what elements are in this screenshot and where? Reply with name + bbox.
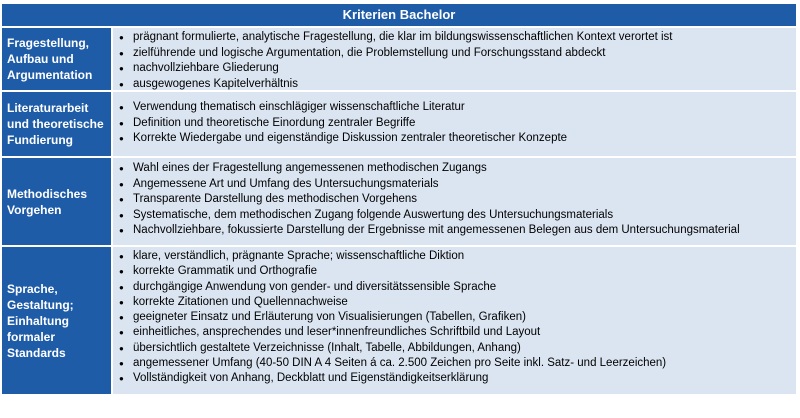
list-item-text: zielführende und logische Argumentation, die Problemstellung und Forschungsstand abdeckt: [133, 46, 606, 59]
criteria-row-methodisches-vorgehen: [2, 158, 796, 247]
list-item: [117, 310, 790, 325]
list-item: [117, 208, 790, 224]
row-content: [113, 158, 796, 245]
row-content: [113, 247, 796, 394]
list-item-text: Vollständigkeit von Anhang, Deckblatt und Eigenständigkeitserklärung: [133, 372, 489, 385]
row-content: [113, 92, 796, 156]
list-item-text: Angemessene Art und Umfang des Untersuchungsmaterials: [133, 177, 439, 190]
row-label-text: Methodisches Vorgehen: [7, 186, 88, 217]
list-item: [117, 371, 790, 386]
bullet-icon: ●: [119, 313, 124, 323]
list-item: [117, 264, 790, 279]
list-item: [117, 100, 790, 116]
list-item-text: Transparente Darstellung des methodischen Vorgehens: [133, 193, 418, 206]
bullet-icon: ●: [119, 226, 124, 236]
list-item-text: Wahl eines der Fragestellung angemessenen methodischen Zugangs: [133, 162, 487, 174]
list-item: [117, 77, 790, 93]
bullet-icon: ●: [119, 195, 124, 205]
row-label: [2, 247, 113, 394]
list-item-text: korrekte Zitationen und Quellennachweise: [133, 295, 348, 308]
bullet-icon: ●: [119, 267, 124, 277]
row-label: [2, 28, 113, 90]
list-item-text: ausgewogenes Kapitelverhältnis: [133, 77, 298, 90]
criteria-row-fragestellung: [2, 28, 796, 92]
bullet-icon: ●: [119, 118, 124, 128]
list-item-text: angemessener Umfang (40-50 DIN A 4 Seiten á ca. 2.500 Zeichen pro Seite inkl. Satz- und Leerzeichen): [133, 357, 667, 370]
bullet-icon: ●: [119, 282, 124, 292]
list-item-text: prägnant formulierte, analytische Fragestellung, die klar im bildungswissenschaftlichen Kontext verortet ist: [133, 31, 673, 43]
row-label-text: Literaturarbeit und theoretische Fundierung: [7, 101, 104, 147]
list-item: [117, 325, 790, 340]
bullet-icon: ●: [119, 210, 124, 220]
row-label-text: Sprache, Gestaltung; Einhaltung formaler Standards: [7, 281, 74, 360]
list-item: [117, 341, 790, 356]
list-item: [117, 356, 790, 371]
list-item: [117, 116, 790, 132]
bullet-icon: ●: [119, 374, 124, 384]
list-item: [117, 161, 790, 177]
list-item-text: korrekte Grammatik und Orthografie: [133, 265, 318, 278]
row-label-text: Fragestellung, Aufbau und Argumentation: [7, 36, 93, 82]
list-item-text: geeigneter Einsatz und Erläuterung von Visualisierungen (Tabellen, Grafiken): [133, 311, 526, 324]
list-item: [117, 46, 790, 62]
list-item: [117, 249, 790, 264]
bullet-icon: ●: [119, 79, 124, 89]
list-item: [117, 30, 790, 46]
criteria-list: [117, 249, 790, 387]
bullet-icon: ●: [119, 252, 124, 261]
list-item: [117, 295, 790, 310]
list-item: [117, 131, 790, 147]
list-item-text: klare, verständlich, prägnante Sprache; wissenschaftliche Diktion: [133, 250, 465, 262]
list-item: [117, 192, 790, 208]
list-item-text: Korrekte Wiedergabe und eigenständige Diskussion zentraler theoretischer Konzepte: [133, 132, 568, 145]
bullet-icon: ●: [119, 134, 124, 144]
list-item-text: Verwendung thematisch einschlägiger wissenschaftliche Literatur: [133, 101, 465, 113]
list-item-text: durchgängige Anwendung von gender- und diversitätssensible Sprache: [133, 280, 497, 293]
list-item-text: Nachvollziehbare, fokussierte Darstellung der Ergebnisse mit angemessenen Belegen aus dem Untersuchungsmaterial: [133, 224, 740, 237]
list-item: [117, 280, 790, 295]
list-item: [117, 177, 790, 193]
bullet-icon: ●: [119, 359, 124, 369]
bullet-icon: ●: [119, 103, 124, 112]
criteria-list: [117, 30, 790, 92]
criteria-row-literaturarbeit: [2, 92, 796, 158]
bullet-icon: ●: [119, 343, 124, 353]
criteria-table: [2, 4, 796, 414]
bullet-icon: ●: [119, 179, 124, 189]
bullet-icon: ●: [119, 297, 124, 307]
bullet-icon: ●: [119, 64, 124, 74]
table-title: Kriterien Bachelor: [2, 4, 796, 28]
bullet-icon: ●: [119, 33, 124, 42]
bullet-icon: ●: [119, 328, 124, 338]
row-content: [113, 28, 796, 90]
list-item-text: einheitliches, ansprechendes und leser*innenfreundliches Schriftbild und Layout: [133, 326, 541, 339]
list-item-text: Definition und theoretische Einordung zentraler Begriffe: [133, 116, 416, 129]
list-item-text: übersichtlich gestaltete Verzeichnisse (Inhalt, Tabelle, Abbildungen, Anhang): [133, 341, 521, 354]
list-item: [117, 223, 790, 239]
bullet-icon: ●: [119, 164, 124, 173]
criteria-row-sprache-gestaltung: [2, 247, 796, 394]
list-item-text: Systematische, dem methodischen Zugang folgende Auswertung des Untersuchungsmaterials: [133, 208, 614, 221]
list-item-text: nachvollziehbare Gliederung: [133, 62, 279, 75]
list-item: [117, 61, 790, 77]
criteria-list: [117, 100, 790, 147]
row-label: [2, 158, 113, 245]
bullet-icon: ●: [119, 48, 124, 58]
criteria-list: [117, 161, 790, 239]
row-label: [2, 92, 113, 156]
